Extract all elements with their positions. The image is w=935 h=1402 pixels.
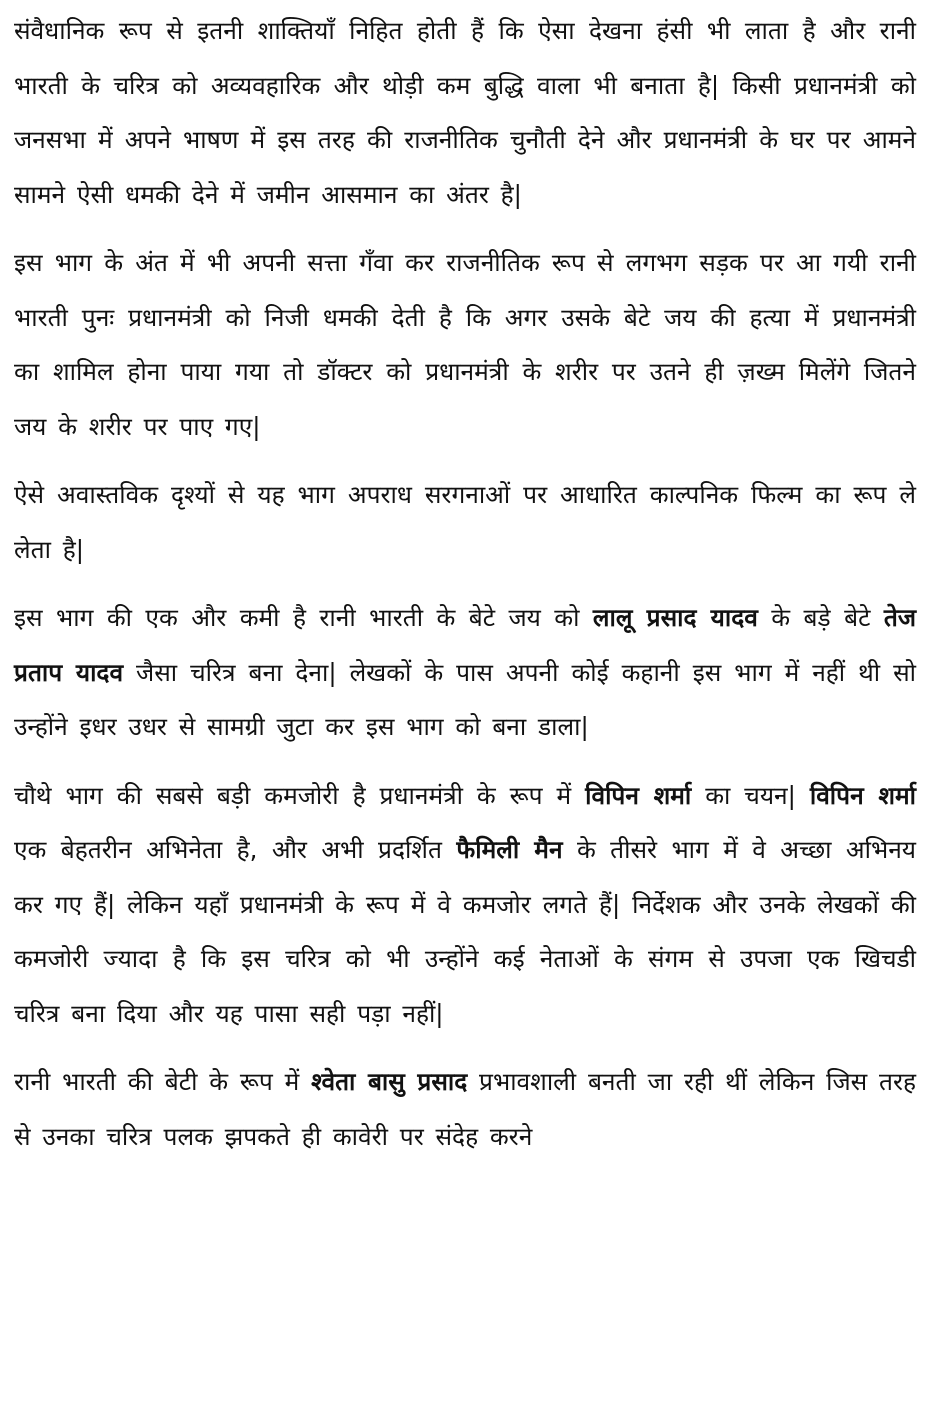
name-vipin-sharma-repeat: विपिन शर्मा [809, 780, 916, 810]
paragraph-2: इस भाग के अंत में भी अपनी सत्ता गँवा कर राजनीतिक रूप से लगभग सड़क पर आ गयी रानी भारती पुनः प्रधानमंत्री को निजी धमकी देती है कि अगर उसके बेटे जय की हत्या में प्रधानमंत्री का शामिल होना पाया गया तो डॉक्टर को प्रधानमंत्री के शरीर पर उतने ही ज़ख्म मिलेंगे जितने जय के शरीर पर पाए गए| [14, 248, 916, 441]
paragraph-4-text-3: जैसा चरित्र बना देना| लेखकों के पास अपनी कोई कहानी इस भाग में नहीं थी सो उन्होंने इधर उधर से सामग्री जुटा कर इस भाग को बना डाला| [14, 657, 916, 741]
paragraph-5-text-2: का चयन| [691, 780, 810, 810]
paragraph-1: संवैधानिक रूप से इतनी शाक्तियाँ निहित होती हैं कि ऐसा देखना हंसी भी लाता है और रानी भारती के चरित्र को अव्यवहारिक और थोड़ी कम बुद्धि वाला भी बनाता है| किसी प्रधानमंत्री को जनसभा में अपने भाषण में इस तरह की राजनीतिक चुनौती देने और प्रधानमंत्री के घर पर आमने सामने ऐसी धमकी देने में जमीन आसमान का अंतर है| [14, 16, 916, 209]
name-vipin-sharma: विपिन शर्मा [585, 780, 692, 810]
paragraph-6-text-2: प्रभावशाली बनती जा रही थीं लेकिन जिस तरह से उनका चरित्र पलक झपकते ही कावेरी पर संदेह करने [14, 1067, 916, 1151]
paragraph-6 [14, 1055, 916, 1164]
paragraph-6-text-1: रानी भारती की बेटी के रूप में [14, 1067, 312, 1096]
paragraph-5-text-3: एक बेहतरीन अभिनेता है, और अभी प्रदर्शित [14, 835, 457, 864]
paragraph-5 [14, 769, 916, 1042]
paragraph-4-text-2: के बड़े बेटे [757, 603, 884, 632]
paragraph-5-text-4: के तीसरे भाग में वे अच्छा अभिनय कर गए हैं| लेकिन यहाँ प्रधानमंत्री के रूप में वे कमजोर लगते हैं| निर्देशक और उनके लेखकों की कमजोरी ज्यादा है कि इस चरित्र को भी उन्होंने कई नेताओं के संगम से उपजा एक खिचडी चरित्र बना दिया और यह पासा सही पड़ा नहीं| [14, 835, 916, 1028]
paragraph-4-text-1: इस भाग की एक और कमी है रानी भारती के बेटे जय को [14, 603, 593, 632]
paragraph-4 [14, 591, 916, 755]
paragraph-3: ऐसे अवास्तविक दृश्यों से यह भाग अपराध सरगनाओं पर आधारित काल्पनिक फिल्म का रूप ले लेता है| [14, 480, 916, 564]
name-tej-pratap-yadav: तेज प्रताप यादव [14, 603, 917, 687]
title-family-man: फैमिली मैन [456, 835, 563, 864]
article-body [14, 4, 916, 1178]
paragraph-5-text-1: चौथे भाग की सबसे बड़ी कमजोरी है प्रधानमंत्री के रूप में [14, 780, 586, 810]
name-shweta-basu-prasad: श्वेता बासु प्रसाद [311, 1067, 468, 1096]
name-lalu-prasad-yadav: लालू प्रसाद यादव [592, 603, 758, 632]
